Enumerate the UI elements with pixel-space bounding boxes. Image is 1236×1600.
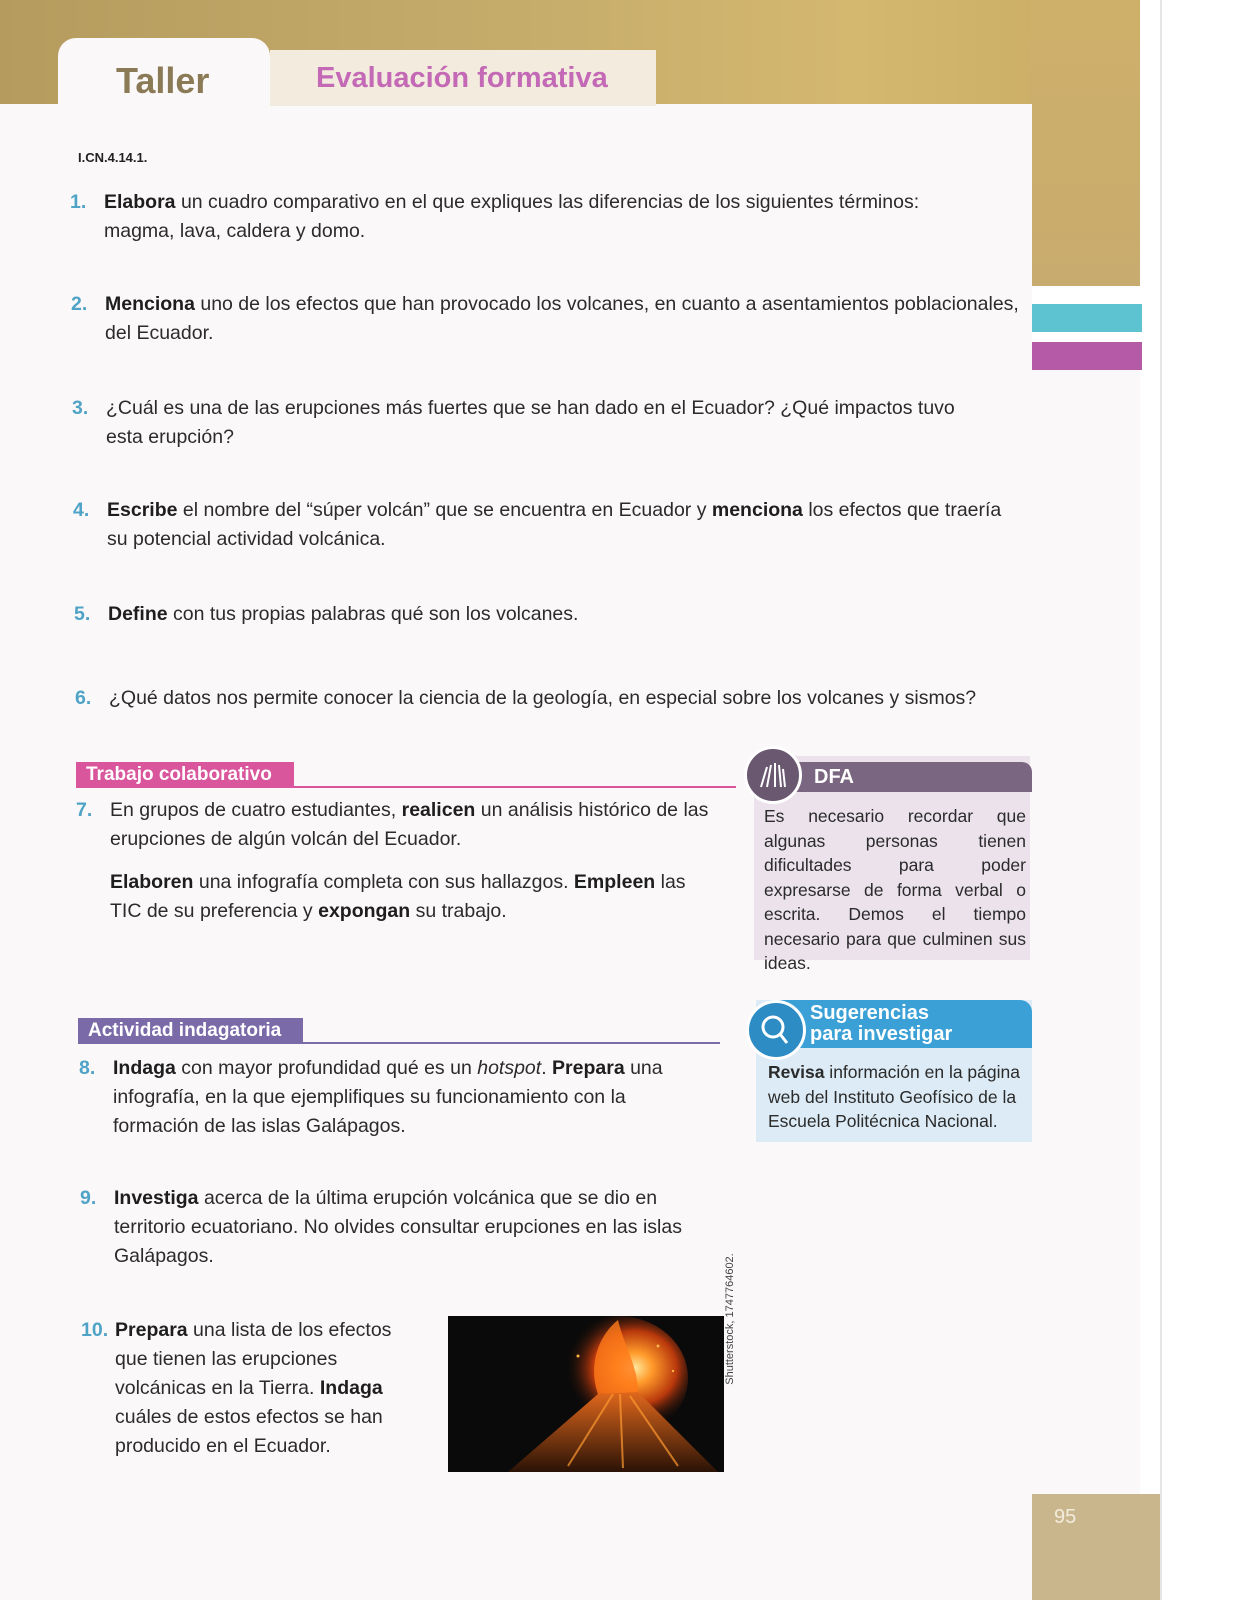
question-number: 5. [74, 603, 91, 625]
tab-taller [58, 38, 270, 118]
tab-evaluacion-label: Evaluación formativa [316, 62, 608, 94]
dfa-header [770, 762, 1032, 792]
question-text: un análisis histórico de las erupciones de algún volcán del Ecuador. [110, 799, 709, 850]
question-text: los efectos que traería su potencial actividad volcánica. [107, 499, 1002, 550]
question-number: 2. [71, 293, 88, 315]
question-text: con tus propias palabras qué son los volcanes. [167, 603, 579, 625]
section-title: Actividad indagatoria [78, 1018, 303, 1044]
volcano-illustration [448, 1316, 724, 1472]
question-number: 3. [72, 397, 89, 419]
question-7-paragraph-2 [110, 868, 720, 926]
section-trabajo-colaborativo [76, 762, 736, 788]
question-term: hotspot [477, 1057, 542, 1079]
question-number: 8. [79, 1057, 96, 1079]
question-number: 4. [73, 499, 90, 521]
page-number: 95 [1054, 1506, 1077, 1528]
question-verb: Investiga [114, 1187, 199, 1209]
question-text: acerca de la última erupción volcánica que se dio en territorio ecuatoriano. No olvides consultar erupciones en las islas Galápagos. [114, 1187, 682, 1267]
question-verb: Prepara [115, 1319, 188, 1341]
question-4 [73, 496, 1017, 554]
sugerencias-text [768, 1060, 1030, 1134]
question-7 [76, 796, 720, 926]
sugerencias-title-line1: Sugerencias [810, 1002, 929, 1024]
question-text: las TIC de su preferencia y [110, 871, 686, 922]
sugerencias-title-line2: para investigar [810, 1023, 953, 1045]
question-text: una lista de los efectos que tienen las erupciones volcánicas en la Tierra. [115, 1319, 392, 1399]
question-number: 10. [81, 1319, 109, 1341]
magnifier-icon [746, 1000, 806, 1060]
page-panel-right [1032, 370, 1140, 1494]
question-verb: Escribe [107, 499, 178, 521]
question-9 [80, 1184, 694, 1271]
hands-icon [744, 746, 802, 804]
question-2 [71, 290, 1025, 348]
question-5 [74, 600, 998, 629]
question-verb: Indaga [113, 1057, 176, 1079]
question-text: ¿Qué datos nos permite conocer la ciencia de la geología, en especial sobre los volcanes y sismos? [109, 687, 977, 709]
page-number-tab [1032, 1494, 1160, 1600]
sugerencias-verb: Revisa [768, 1062, 825, 1082]
question-text: uno de los efectos que han provocado los volcanes, en cuanto a asentamientos poblacionales, del Ecuador. [105, 293, 1019, 344]
question-verb: Empleen [573, 871, 656, 893]
question-6 [75, 684, 1009, 713]
question-verb: Menciona [105, 293, 195, 315]
question-text: ¿Cuál es una de las erupciones más fuertes que se han dado en el Ecuador? ¿Qué impactos tuvo esta erupción? [106, 397, 955, 448]
page-edge [1160, 0, 1162, 1600]
volcano-eruption-photo [448, 1316, 724, 1472]
question-verb: Indaga [319, 1377, 383, 1399]
dfa-title: DFA [814, 766, 854, 788]
section-rule [78, 1042, 720, 1044]
question-text: su trabajo. [410, 900, 507, 922]
tab-taller-label: Taller [116, 60, 210, 101]
side-band [1030, 0, 1140, 286]
question-number: 6. [75, 687, 92, 709]
question-text: cuáles de estos efectos se han producido en el Ecuador. [115, 1406, 383, 1457]
section-title: Trabajo colaborativo [76, 762, 294, 788]
sugerencias-rest: información en la página web del Instituto Geofísico de la Escuela Politécnica Nacional. [768, 1062, 1020, 1131]
question-verb: Elaboren [110, 871, 194, 893]
question-1 [70, 188, 994, 246]
question-verb: Define [108, 603, 168, 625]
question-text: una infografía, en la que ejemplifiques su funcionamiento con la formación de las islas Galápagos. [113, 1057, 663, 1137]
question-text: En grupos de cuatro estudiantes, [110, 799, 402, 821]
question-text: con mayor profundidad qué es un [175, 1057, 478, 1079]
question-text: una infografía completa con sus hallazgos. [193, 871, 574, 893]
section-actividad-indagatoria [78, 1018, 720, 1044]
question-number: 9. [80, 1187, 97, 1209]
side-tab-pink [1032, 342, 1142, 370]
tab-evaluacion [270, 50, 656, 106]
question-text: el nombre del “súper volcán” que se encuentra en Ecuador y [177, 499, 712, 521]
question-3 [72, 394, 996, 452]
question-number: 7. [76, 799, 93, 821]
sugerencias-header [770, 1000, 1032, 1048]
photo-credit: Shutterstock, 1747764602. [724, 1253, 736, 1385]
question-text: . [541, 1057, 553, 1079]
question-verb: Prepara [552, 1057, 625, 1079]
indicator-code: I.CN.4.14.1. [78, 150, 148, 165]
section-rule [76, 786, 736, 788]
question-verb: expongan [318, 900, 411, 922]
question-verb: realicen [401, 799, 476, 821]
question-verb: Elabora [104, 191, 176, 213]
question-8 [79, 1054, 673, 1141]
question-text: un cuadro comparativo en el que expliques las diferencias de los siguientes términos: magma, lava, caldera y domo. [104, 191, 920, 242]
question-number: 1. [70, 191, 87, 213]
question-10 [81, 1316, 393, 1461]
dfa-text: Es necesario recordar que algunas personas tienen dificultades para poder expresarse de forma verbal o escrita. Demos el tiempo necesario para que culminen sus ideas. [764, 806, 1026, 973]
question-verb: menciona [711, 499, 803, 521]
side-tab-cyan [1032, 304, 1142, 332]
